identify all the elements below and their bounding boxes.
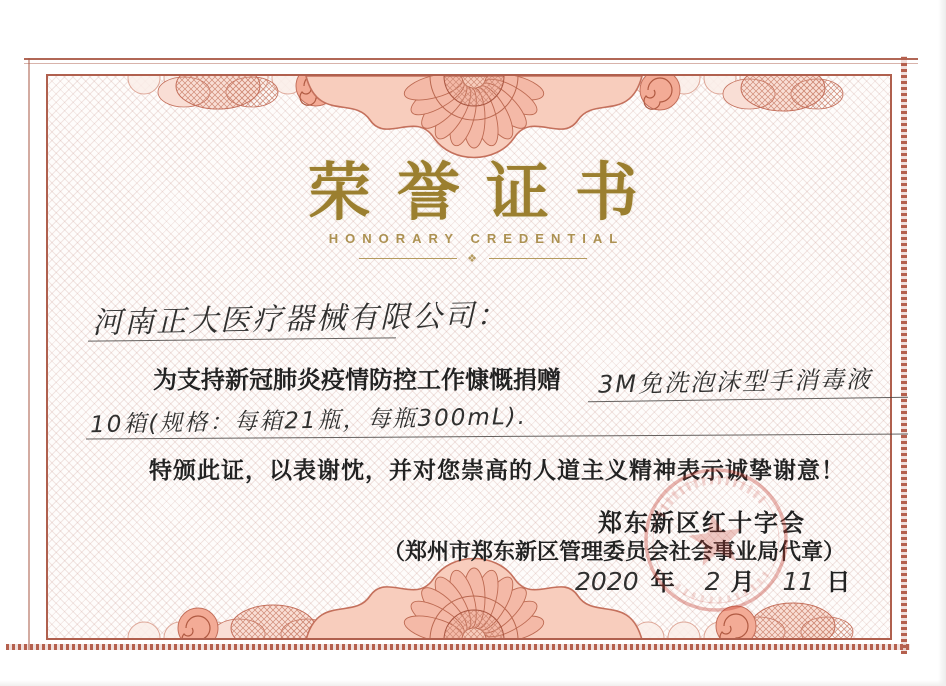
date-year-handwritten: 2020 [575,567,639,596]
date-line [575,562,851,597]
date-year-label: 年 [650,570,675,596]
date-month-label: 月 [730,570,755,596]
issuer-name: 郑东新区红十字会 [598,511,806,537]
date-day-handwritten: 11 [782,567,815,596]
donation-item-handwritten: 3M免洗泡沫型手消毒液 [597,365,873,399]
date-day-label: 日 [826,570,851,596]
certificate-subtitle: HONORARY CREDENTIAL [328,231,625,246]
flourish-line-right [489,258,587,259]
recipient-name-handwritten: 河南正大医疗器械有限公司： [91,298,509,341]
donation-quantity-handwritten: 10箱(规格：每箱21瓶，每瓶300mL). [89,403,528,439]
frame-top-line-2 [24,63,918,64]
flourish-ornament-icon: ❖ [467,252,479,265]
frame-top-line [24,58,918,60]
flourish-line-left [359,258,457,259]
title-flourish [0,252,946,265]
issuer-note: （郑州市郑东新区管理委员会社会事业局代章） [383,539,846,564]
scan-edge-bottom [0,680,946,686]
frame-bottom-stitched-band [6,644,910,650]
date-month-handwritten: 2 [704,567,721,596]
thanks-text: 特颁此证，以表谢忱，并对您崇高的人道主义精神表示诚挚谢意！ [149,458,845,483]
certificate-title: 荣誉证书 [308,158,664,228]
scan-edge-right [938,0,946,686]
body-lead-text: 为支持新冠肺炎疫情防控工作慷慨捐赠 [153,368,561,394]
